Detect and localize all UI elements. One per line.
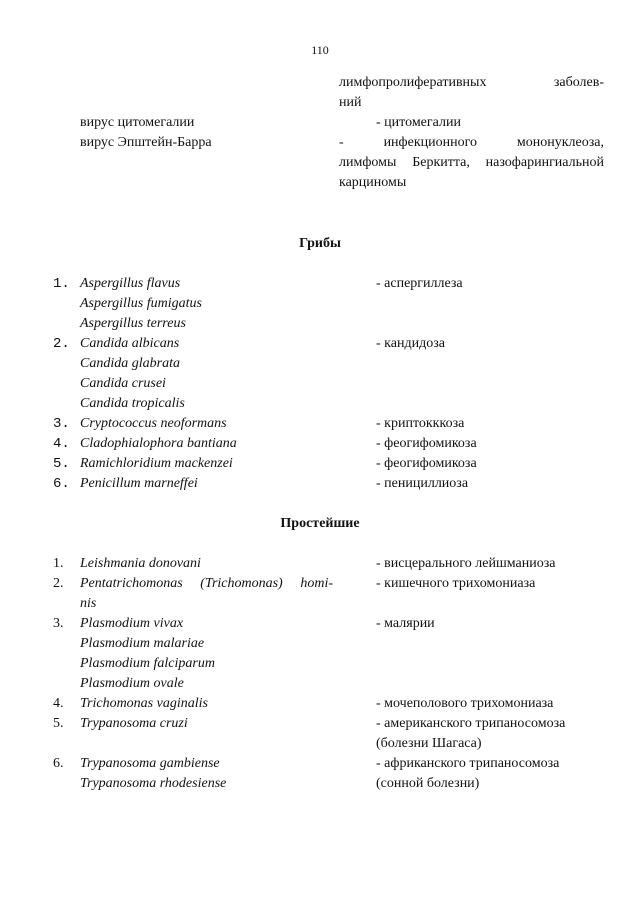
species-name: Plasmodium falciparum bbox=[80, 656, 215, 671]
continued-disease-line: ний bbox=[339, 95, 362, 110]
species-name: Leishmania donovani bbox=[80, 556, 201, 571]
continued-disease-line: лимфопролиферативных заболев- bbox=[339, 75, 604, 90]
disease-name: (болезни Шагаса) bbox=[376, 736, 482, 751]
species-name: Aspergillus fumigatus bbox=[80, 296, 202, 311]
disease-name: - кишечного трихомониаза bbox=[376, 576, 536, 591]
disease-name: - малярии bbox=[376, 616, 435, 631]
agent-name: вирус Эпштейн-Барра bbox=[80, 135, 212, 150]
species-name: Plasmodium ovale bbox=[80, 676, 184, 691]
disease-name: - феогифомикоза bbox=[376, 436, 477, 451]
section-title-fungi: Грибы bbox=[299, 236, 341, 251]
section-title-protozoa: Простейшие bbox=[280, 516, 360, 531]
species-name: Trichomonas vaginalis bbox=[80, 696, 208, 711]
species-name: Trypanosoma cruzi bbox=[80, 716, 188, 731]
item-number: 4. bbox=[53, 696, 64, 711]
species-name: Ramichloridium mackenzei bbox=[80, 456, 233, 471]
item-number: 6. bbox=[53, 756, 64, 771]
disease-name: - американского трипаносомоза bbox=[376, 716, 566, 731]
species-name: Plasmodium vivax bbox=[80, 616, 184, 631]
disease-name: - африканского трипаносомоза bbox=[376, 756, 560, 771]
disease-name: - пенициллиоза bbox=[376, 476, 469, 491]
disease-name: - мочеполового трихомониаза bbox=[376, 696, 554, 711]
item-number: 2. bbox=[53, 336, 70, 352]
species-name: Trypanosoma rhodesiense bbox=[80, 776, 227, 791]
species-name: Trypanosoma gambiense bbox=[80, 756, 220, 771]
species-name: Candida crusei bbox=[80, 376, 166, 391]
species-name: Pentatrichomonas (Trichomonas) homi- bbox=[80, 576, 333, 591]
disease-name: карциномы bbox=[339, 175, 407, 190]
item-number: 6. bbox=[53, 476, 70, 492]
species-name: Cladophialophora bantiana bbox=[80, 436, 237, 451]
disease-name: (сонной болезни) bbox=[376, 776, 480, 791]
species-name: Plasmodium malariae bbox=[80, 636, 205, 651]
species-name: Penicillum marneffei bbox=[80, 476, 198, 491]
page-number: 110 bbox=[311, 43, 329, 57]
species-name: Cryptococcus neoformans bbox=[80, 416, 227, 431]
agent-name: вирус цитомегалии bbox=[80, 115, 195, 130]
species-name: Candida tropicalis bbox=[80, 396, 185, 411]
disease-name: - висцерального лейшманиоза bbox=[376, 556, 556, 571]
disease-name: - цитомегалии bbox=[376, 115, 461, 130]
disease-name: лимфомы Беркитта, назофарингиальной bbox=[339, 155, 604, 170]
item-number: 1. bbox=[53, 276, 70, 292]
item-number: 5. bbox=[53, 456, 70, 472]
species-name: nis bbox=[80, 596, 97, 611]
item-number: 1. bbox=[53, 556, 64, 571]
disease-name: - феогифомикоза bbox=[376, 456, 477, 471]
item-number: 2. bbox=[53, 576, 64, 591]
species-name: Aspergillus flavus bbox=[80, 276, 181, 291]
disease-name: - криптокккоза bbox=[376, 416, 465, 431]
item-number: 5. bbox=[53, 716, 64, 731]
disease-name: - инфекционного мононуклеоза, bbox=[339, 135, 604, 150]
species-name: Candida albicans bbox=[80, 336, 180, 351]
item-number: 3. bbox=[53, 616, 64, 631]
disease-name: - кандидоза bbox=[376, 336, 445, 351]
disease-name: - аспергиллеза bbox=[376, 276, 463, 291]
item-number: 3. bbox=[53, 416, 70, 432]
species-name: Aspergillus terreus bbox=[80, 316, 186, 331]
species-name: Candida glabrata bbox=[80, 356, 180, 371]
item-number: 4. bbox=[53, 436, 70, 452]
